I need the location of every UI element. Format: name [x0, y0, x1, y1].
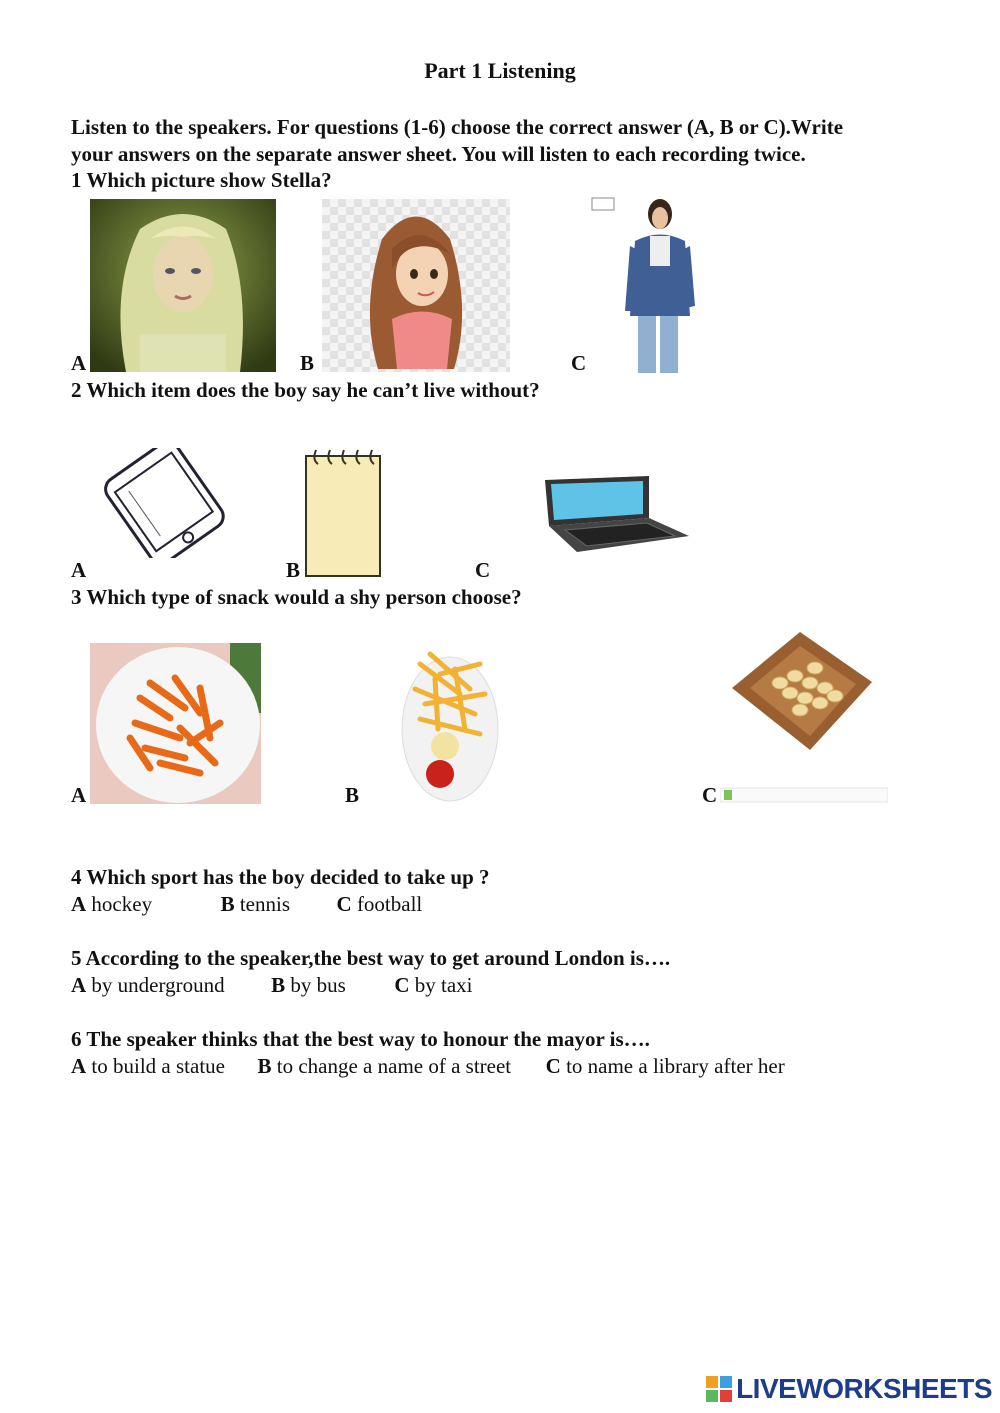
- q5-option-c[interactable]: by taxi: [414, 973, 473, 997]
- q2-option-b-image[interactable]: [302, 446, 384, 578]
- q3-option-a-label: A: [71, 783, 87, 807]
- q4-option-c[interactable]: football: [356, 892, 423, 916]
- q2-option-c-image[interactable]: [537, 474, 692, 554]
- q6-option-a[interactable]: to build a statue: [91, 1054, 225, 1078]
- q3-option-c-label: C: [702, 783, 718, 807]
- question-2: 2 Which item does the boy say he can’t live without?: [71, 378, 540, 402]
- q1-option-a-label: A: [71, 351, 87, 375]
- q3-option-b-label: B: [345, 783, 360, 807]
- page-title: Part 1 Listening: [424, 58, 576, 83]
- question-1: 1 Which picture show Stella?: [71, 168, 332, 192]
- q3-option-b-image[interactable]: [360, 634, 535, 804]
- instructions-line-1: Listen to the speakers. For questions (1-6) choose the correct answer (A, B or C).Write: [71, 115, 844, 139]
- q2-option-c-label: C: [475, 558, 491, 582]
- q4-option-a[interactable]: hockey: [91, 892, 153, 916]
- q1-option-a-image[interactable]: [90, 199, 276, 372]
- q6-answers: [71, 1054, 785, 1079]
- q4-answers: [71, 892, 422, 917]
- q4-option-b-letter: B: [220, 892, 235, 916]
- instructions-line-2: your answers on the separate answer sheet. You will listen to each recording twice.: [71, 142, 806, 166]
- logo-blocks-icon: [706, 1376, 732, 1402]
- q4-option-a-letter: A: [71, 892, 87, 916]
- q4-option-b[interactable]: tennis: [239, 892, 291, 916]
- q1-option-c-label: C: [571, 351, 587, 375]
- q4-option-c-letter: C: [336, 892, 352, 916]
- q1-option-c-image[interactable]: [590, 196, 700, 373]
- question-4: 4 Which sport has the boy decided to take up ?: [71, 865, 490, 889]
- q5-option-b[interactable]: by bus: [290, 973, 346, 997]
- q6-option-c[interactable]: to name a library after her: [566, 1054, 785, 1078]
- q6-option-c-letter: C: [545, 1054, 561, 1078]
- q6-option-a-letter: A: [71, 1054, 87, 1078]
- liveworksheets-logo: [706, 1373, 992, 1405]
- q5-answers: [71, 973, 472, 998]
- q2-option-b-label: B: [286, 558, 301, 582]
- q2-option-a-image[interactable]: [92, 448, 237, 558]
- q5-option-b-letter: B: [271, 973, 286, 997]
- question-5: 5 According to the speaker,the best way to get around London is….: [71, 946, 671, 970]
- q5-option-a-letter: A: [71, 973, 87, 997]
- q1-option-b-label: B: [300, 351, 315, 375]
- question-3: 3 Which type of snack would a shy person choose?: [71, 585, 522, 609]
- q3-option-c-image[interactable]: [720, 628, 888, 806]
- q6-option-b-letter: B: [257, 1054, 272, 1078]
- q3-option-a-image[interactable]: [90, 643, 261, 804]
- instructions: [71, 114, 951, 168]
- question-6: 6 The speaker thinks that the best way to honour the mayor is….: [71, 1027, 650, 1051]
- q2-option-a-label: A: [71, 558, 87, 582]
- q5-option-a[interactable]: by underground: [91, 973, 225, 997]
- q5-option-c-letter: C: [394, 973, 410, 997]
- q1-option-b-image[interactable]: [322, 199, 510, 372]
- logo-text: LIVEWORKSHEETS: [736, 1373, 992, 1404]
- q6-option-b[interactable]: to change a name of a street: [276, 1054, 512, 1078]
